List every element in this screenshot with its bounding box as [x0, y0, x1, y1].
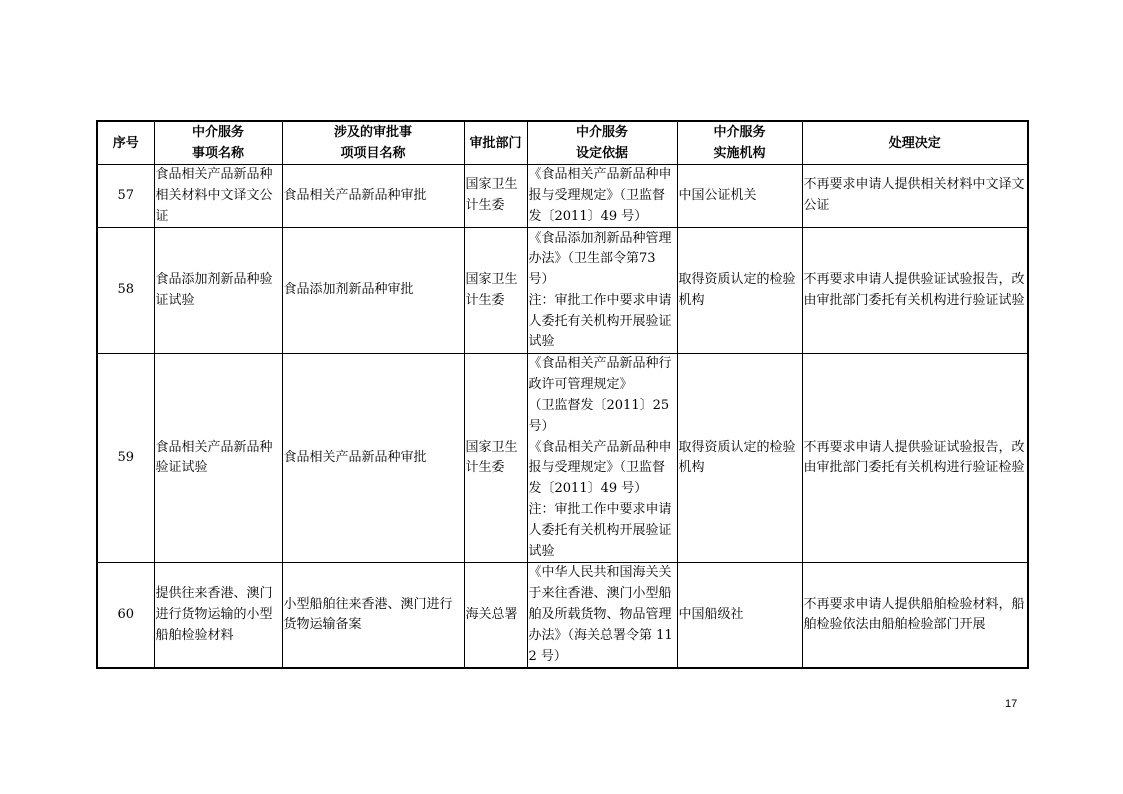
table-row — [97, 563, 1028, 668]
table-row — [97, 165, 1028, 228]
cell-agency: 取得资质认定的检验机构 — [677, 228, 802, 354]
header-agency: 中介服务 实施机构 — [677, 121, 802, 165]
cell-basis: 《食品相关产品新品种行政许可管理规定》 （卫监督发〔2011〕25 号） 《食品相关产品新品种申报与受理规定》（卫监督发〔2011〕49 号） 注：审批工作中要求申请人委托有关机构开展验证试验 — [527, 354, 677, 563]
cell-basis: 《食品添加剂新品种管理办法》（卫生部令第73 号） 注：审批工作中要求申请人委托有关机构开展验证试验 — [527, 228, 677, 354]
cell-item-name: 食品相关产品新品种相关材料中文译文公证 — [154, 165, 282, 228]
cell-item-name: 提供往来香港、澳门进行货物运输的小型船舶检验材料 — [154, 563, 282, 668]
cell-agency: 中国船级社 — [677, 563, 802, 668]
header-basis: 中介服务 设定依据 — [527, 121, 677, 165]
table-row — [97, 228, 1028, 354]
cell-item-name: 食品相关产品新品种验证试验 — [154, 354, 282, 563]
cell-dept: 国家卫生计生委 — [464, 165, 527, 228]
header-approval-item: 涉及的审批事 项项目名称 — [282, 121, 464, 165]
header-decision: 处理决定 — [802, 121, 1028, 165]
cell-agency: 取得资质认定的检验机构 — [677, 354, 802, 563]
cell-decision: 不再要求申请人提供验证试验报告，改由审批部门委托有关机构进行验证检验 — [802, 354, 1028, 563]
cell-approval-item: 食品相关产品新品种审批 — [282, 165, 464, 228]
cell-agency: 中国公证机关 — [677, 165, 802, 228]
cell-decision: 不再要求申请人提供验证试验报告，改由审批部门委托有关机构进行验证试验 — [802, 228, 1028, 354]
cell-seq: 60 — [97, 563, 154, 668]
cell-approval-item: 食品添加剂新品种审批 — [282, 228, 464, 354]
cell-seq: 58 — [97, 228, 154, 354]
cell-basis: 《中华人民共和国海关关于来往香港、澳门小型船舶及所载货物、物品管理办法》（海关总署令第 112 号） — [527, 563, 677, 668]
table-row — [97, 354, 1028, 563]
header-seq: 序号 — [97, 121, 154, 165]
table-header-row — [97, 121, 1028, 165]
cell-approval-item: 小型船舶往来香港、澳门进行货物运输备案 — [282, 563, 464, 668]
services-table — [96, 120, 1029, 669]
page-number: 17 — [1005, 698, 1018, 710]
cell-dept: 国家卫生计生委 — [464, 354, 527, 563]
header-item-name: 中介服务 事项名称 — [154, 121, 282, 165]
cell-basis: 《食品相关产品新品种申报与受理规定》（卫监督发〔2011〕49 号） — [527, 165, 677, 228]
cell-item-name: 食品添加剂新品种验证试验 — [154, 228, 282, 354]
cell-seq: 57 — [97, 165, 154, 228]
cell-dept: 国家卫生计生委 — [464, 228, 527, 354]
cell-decision: 不再要求申请人提供相关材料中文译文公证 — [802, 165, 1028, 228]
cell-decision: 不再要求申请人提供船舶检验材料，船舶检验依法由船舶检验部门开展 — [802, 563, 1028, 668]
cell-approval-item: 食品相关产品新品种审批 — [282, 354, 464, 563]
header-dept: 审批部门 — [464, 121, 527, 165]
cell-dept: 海关总署 — [464, 563, 527, 668]
cell-seq: 59 — [97, 354, 154, 563]
